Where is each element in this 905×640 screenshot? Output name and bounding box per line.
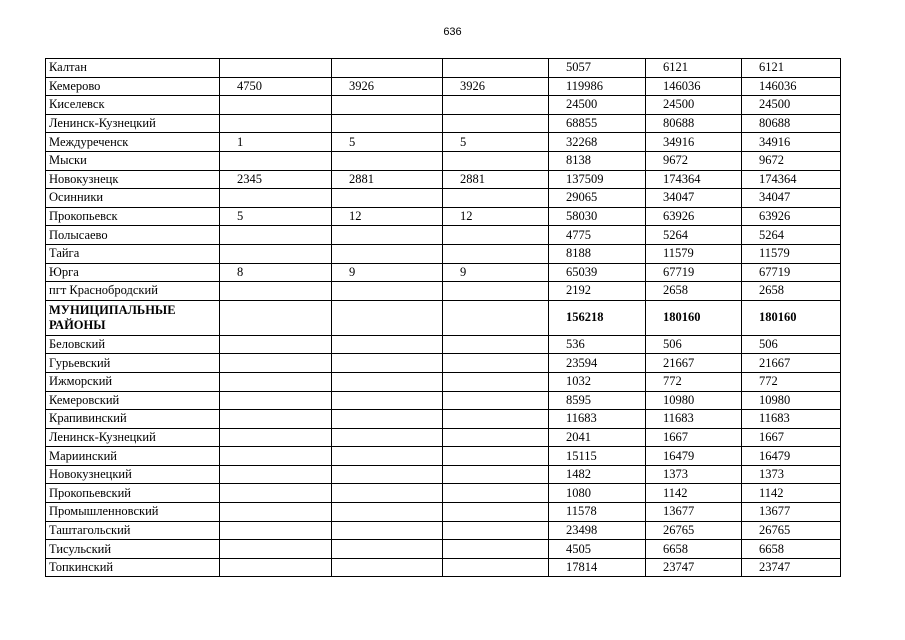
value-cell-c5: 506 bbox=[646, 335, 742, 354]
value-cell-c6: 5264 bbox=[742, 226, 841, 245]
row-name-cell: Тисульский bbox=[46, 540, 220, 559]
value-cell-c4: 8138 bbox=[549, 151, 646, 170]
value-cell-c4: 2041 bbox=[549, 428, 646, 447]
value-cell-c5: 80688 bbox=[646, 114, 742, 133]
value-cell-c2 bbox=[332, 354, 443, 373]
value-cell-c3 bbox=[443, 540, 549, 559]
value-cell-c4: 24500 bbox=[549, 96, 646, 115]
value-cell-c6: 16479 bbox=[742, 447, 841, 466]
value-cell-c4: 23498 bbox=[549, 521, 646, 540]
value-cell-c5: 23747 bbox=[646, 558, 742, 577]
table-row bbox=[46, 410, 841, 429]
value-cell-c2: 5 bbox=[332, 133, 443, 152]
value-cell-c4: 8188 bbox=[549, 244, 646, 263]
value-cell-c4: 32268 bbox=[549, 133, 646, 152]
value-cell-c2: 12 bbox=[332, 207, 443, 226]
value-cell-c4: 8595 bbox=[549, 391, 646, 410]
value-cell-c4: 15115 bbox=[549, 447, 646, 466]
value-cell-c4: 156218 bbox=[549, 300, 646, 335]
row-name-cell: пгт Краснобродский bbox=[46, 282, 220, 301]
row-name-cell: Полысаево bbox=[46, 226, 220, 245]
value-cell-c3: 2881 bbox=[443, 170, 549, 189]
row-name-cell: Ленинск-Кузнецкий bbox=[46, 428, 220, 447]
value-cell-c1 bbox=[220, 558, 332, 577]
value-cell-c5: 772 bbox=[646, 372, 742, 391]
value-cell-c6: 772 bbox=[742, 372, 841, 391]
value-cell-c5: 34916 bbox=[646, 133, 742, 152]
value-cell-c6: 506 bbox=[742, 335, 841, 354]
row-name-cell: Кемерово bbox=[46, 77, 220, 96]
table-row bbox=[46, 354, 841, 373]
row-name-cell: Крапивинский bbox=[46, 410, 220, 429]
value-cell-c1 bbox=[220, 354, 332, 373]
value-cell-c4: 58030 bbox=[549, 207, 646, 226]
row-name-cell: Новокузнецк bbox=[46, 170, 220, 189]
value-cell-c5: 24500 bbox=[646, 96, 742, 115]
table-row bbox=[46, 189, 841, 208]
value-cell-c1: 4750 bbox=[220, 77, 332, 96]
value-cell-c1 bbox=[220, 521, 332, 540]
table-row bbox=[46, 263, 841, 282]
value-cell-c5: 174364 bbox=[646, 170, 742, 189]
value-cell-c2: 3926 bbox=[332, 77, 443, 96]
value-cell-c5: 11579 bbox=[646, 244, 742, 263]
table-row bbox=[46, 170, 841, 189]
value-cell-c2 bbox=[332, 484, 443, 503]
value-cell-c4: 137509 bbox=[549, 170, 646, 189]
row-name-cell: Ижморский bbox=[46, 372, 220, 391]
row-name-cell: Осинники bbox=[46, 189, 220, 208]
value-cell-c6: 23747 bbox=[742, 558, 841, 577]
table-row bbox=[46, 521, 841, 540]
value-cell-c2 bbox=[332, 114, 443, 133]
table-row bbox=[46, 96, 841, 115]
value-cell-c6: 1667 bbox=[742, 428, 841, 447]
value-cell-c1 bbox=[220, 114, 332, 133]
table-row bbox=[46, 503, 841, 522]
value-cell-c1 bbox=[220, 447, 332, 466]
value-cell-c1 bbox=[220, 151, 332, 170]
value-cell-c2 bbox=[332, 428, 443, 447]
value-cell-c1 bbox=[220, 189, 332, 208]
table-row bbox=[46, 77, 841, 96]
value-cell-c2 bbox=[332, 282, 443, 301]
section-row bbox=[46, 300, 841, 335]
value-cell-c5: 6121 bbox=[646, 59, 742, 78]
value-cell-c3 bbox=[443, 484, 549, 503]
table-row bbox=[46, 540, 841, 559]
value-cell-c1 bbox=[220, 335, 332, 354]
value-cell-c6: 11683 bbox=[742, 410, 841, 429]
value-cell-c6: 174364 bbox=[742, 170, 841, 189]
value-cell-c5: 1667 bbox=[646, 428, 742, 447]
value-cell-c6: 63926 bbox=[742, 207, 841, 226]
value-cell-c5: 21667 bbox=[646, 354, 742, 373]
value-cell-c5: 34047 bbox=[646, 189, 742, 208]
table-row bbox=[46, 59, 841, 78]
row-name-cell: Беловский bbox=[46, 335, 220, 354]
row-name-cell: Прокопьевск bbox=[46, 207, 220, 226]
value-cell-c1: 1 bbox=[220, 133, 332, 152]
value-cell-c1: 5 bbox=[220, 207, 332, 226]
value-cell-c5: 63926 bbox=[646, 207, 742, 226]
value-cell-c1 bbox=[220, 282, 332, 301]
value-cell-c3 bbox=[443, 391, 549, 410]
value-cell-c4: 1482 bbox=[549, 465, 646, 484]
table-row bbox=[46, 244, 841, 263]
value-cell-c6: 26765 bbox=[742, 521, 841, 540]
value-cell-c5: 146036 bbox=[646, 77, 742, 96]
value-cell-c4: 5057 bbox=[549, 59, 646, 78]
value-cell-c6: 6121 bbox=[742, 59, 841, 78]
value-cell-c3 bbox=[443, 300, 549, 335]
value-cell-c6: 34047 bbox=[742, 189, 841, 208]
value-cell-c2 bbox=[332, 96, 443, 115]
value-cell-c2 bbox=[332, 372, 443, 391]
value-cell-c6: 67719 bbox=[742, 263, 841, 282]
table-row bbox=[46, 447, 841, 466]
value-cell-c2 bbox=[332, 503, 443, 522]
value-cell-c3 bbox=[443, 244, 549, 263]
value-cell-c1 bbox=[220, 372, 332, 391]
row-name-cell: Ленинск-Кузнецкий bbox=[46, 114, 220, 133]
value-cell-c4: 119986 bbox=[549, 77, 646, 96]
value-cell-c2 bbox=[332, 335, 443, 354]
value-cell-c6: 24500 bbox=[742, 96, 841, 115]
value-cell-c6: 180160 bbox=[742, 300, 841, 335]
value-cell-c5: 180160 bbox=[646, 300, 742, 335]
value-cell-c3 bbox=[443, 226, 549, 245]
value-cell-c2: 2881 bbox=[332, 170, 443, 189]
value-cell-c3: 5 bbox=[443, 133, 549, 152]
row-name-cell: Мариинский bbox=[46, 447, 220, 466]
value-cell-c1 bbox=[220, 300, 332, 335]
value-cell-c4: 68855 bbox=[549, 114, 646, 133]
value-cell-c4: 17814 bbox=[549, 558, 646, 577]
value-cell-c6: 1373 bbox=[742, 465, 841, 484]
value-cell-c2 bbox=[332, 59, 443, 78]
value-cell-c1 bbox=[220, 410, 332, 429]
row-name-cell: Таштагольский bbox=[46, 521, 220, 540]
row-name-cell: Кемеровский bbox=[46, 391, 220, 410]
value-cell-c3 bbox=[443, 114, 549, 133]
value-cell-c3 bbox=[443, 151, 549, 170]
value-cell-c5: 6658 bbox=[646, 540, 742, 559]
value-cell-c1 bbox=[220, 96, 332, 115]
table-row bbox=[46, 133, 841, 152]
value-cell-c6: 34916 bbox=[742, 133, 841, 152]
row-name-cell: МУНИЦИПАЛЬНЫЕ РАЙОНЫ bbox=[46, 300, 220, 335]
value-cell-c2 bbox=[332, 410, 443, 429]
value-cell-c2 bbox=[332, 189, 443, 208]
value-cell-c2 bbox=[332, 391, 443, 410]
table-row bbox=[46, 484, 841, 503]
table-row bbox=[46, 391, 841, 410]
table-row bbox=[46, 558, 841, 577]
value-cell-c3 bbox=[443, 465, 549, 484]
value-cell-c1 bbox=[220, 244, 332, 263]
value-cell-c2 bbox=[332, 540, 443, 559]
value-cell-c3 bbox=[443, 447, 549, 466]
value-cell-c3 bbox=[443, 59, 549, 78]
value-cell-c2 bbox=[332, 447, 443, 466]
value-cell-c6: 11579 bbox=[742, 244, 841, 263]
table-row bbox=[46, 428, 841, 447]
value-cell-c3 bbox=[443, 335, 549, 354]
value-cell-c2 bbox=[332, 244, 443, 263]
value-cell-c5: 1142 bbox=[646, 484, 742, 503]
value-cell-c2 bbox=[332, 300, 443, 335]
value-cell-c5: 13677 bbox=[646, 503, 742, 522]
value-cell-c4: 4775 bbox=[549, 226, 646, 245]
value-cell-c5: 26765 bbox=[646, 521, 742, 540]
table-row bbox=[46, 282, 841, 301]
value-cell-c1 bbox=[220, 428, 332, 447]
value-cell-c2 bbox=[332, 558, 443, 577]
value-cell-c5: 16479 bbox=[646, 447, 742, 466]
value-cell-c2 bbox=[332, 521, 443, 540]
value-cell-c4: 1080 bbox=[549, 484, 646, 503]
table-row bbox=[46, 151, 841, 170]
value-cell-c3 bbox=[443, 189, 549, 208]
row-name-cell: Гурьевский bbox=[46, 354, 220, 373]
value-cell-c6: 9672 bbox=[742, 151, 841, 170]
value-cell-c4: 11578 bbox=[549, 503, 646, 522]
table-row bbox=[46, 226, 841, 245]
value-cell-c6: 13677 bbox=[742, 503, 841, 522]
value-cell-c3: 12 bbox=[443, 207, 549, 226]
value-cell-c1 bbox=[220, 391, 332, 410]
value-cell-c6: 6658 bbox=[742, 540, 841, 559]
value-cell-c1 bbox=[220, 484, 332, 503]
value-cell-c1 bbox=[220, 59, 332, 78]
page-number: 636 bbox=[443, 26, 462, 38]
value-cell-c3 bbox=[443, 282, 549, 301]
value-cell-c1: 2345 bbox=[220, 170, 332, 189]
value-cell-c4: 2192 bbox=[549, 282, 646, 301]
row-name-cell: Тайга bbox=[46, 244, 220, 263]
row-name-cell: Междуреченск bbox=[46, 133, 220, 152]
row-name-cell: Новокузнецкий bbox=[46, 465, 220, 484]
value-cell-c1 bbox=[220, 226, 332, 245]
value-cell-c3 bbox=[443, 96, 549, 115]
value-cell-c5: 67719 bbox=[646, 263, 742, 282]
value-cell-c5: 5264 bbox=[646, 226, 742, 245]
value-cell-c1: 8 bbox=[220, 263, 332, 282]
value-cell-c3: 3926 bbox=[443, 77, 549, 96]
value-cell-c3 bbox=[443, 428, 549, 447]
value-cell-c4: 29065 bbox=[549, 189, 646, 208]
value-cell-c5: 11683 bbox=[646, 410, 742, 429]
value-cell-c3 bbox=[443, 354, 549, 373]
data-table bbox=[45, 58, 841, 577]
value-cell-c4: 536 bbox=[549, 335, 646, 354]
value-cell-c2 bbox=[332, 226, 443, 245]
value-cell-c4: 11683 bbox=[549, 410, 646, 429]
value-cell-c4: 65039 bbox=[549, 263, 646, 282]
row-name-cell: Топкинский bbox=[46, 558, 220, 577]
value-cell-c4: 23594 bbox=[549, 354, 646, 373]
table-row bbox=[46, 335, 841, 354]
table-body bbox=[46, 59, 841, 577]
table-row bbox=[46, 372, 841, 391]
value-cell-c1 bbox=[220, 503, 332, 522]
value-cell-c6: 146036 bbox=[742, 77, 841, 96]
value-cell-c5: 1373 bbox=[646, 465, 742, 484]
value-cell-c2 bbox=[332, 465, 443, 484]
value-cell-c3 bbox=[443, 372, 549, 391]
row-name-cell: Прокопьевский bbox=[46, 484, 220, 503]
value-cell-c6: 10980 bbox=[742, 391, 841, 410]
value-cell-c4: 1032 bbox=[549, 372, 646, 391]
value-cell-c2: 9 bbox=[332, 263, 443, 282]
value-cell-c3 bbox=[443, 503, 549, 522]
table-row bbox=[46, 114, 841, 133]
row-name-cell: Юрга bbox=[46, 263, 220, 282]
table-row bbox=[46, 465, 841, 484]
value-cell-c5: 10980 bbox=[646, 391, 742, 410]
value-cell-c3 bbox=[443, 410, 549, 429]
row-name-cell: Мыски bbox=[46, 151, 220, 170]
row-name-cell: Киселевск bbox=[46, 96, 220, 115]
value-cell-c1 bbox=[220, 465, 332, 484]
value-cell-c2 bbox=[332, 151, 443, 170]
row-name-cell: Промышленновский bbox=[46, 503, 220, 522]
table-row bbox=[46, 207, 841, 226]
value-cell-c6: 21667 bbox=[742, 354, 841, 373]
value-cell-c6: 80688 bbox=[742, 114, 841, 133]
value-cell-c3 bbox=[443, 521, 549, 540]
row-name-cell: Калтан bbox=[46, 59, 220, 78]
value-cell-c6: 2658 bbox=[742, 282, 841, 301]
value-cell-c3 bbox=[443, 558, 549, 577]
value-cell-c5: 9672 bbox=[646, 151, 742, 170]
value-cell-c5: 2658 bbox=[646, 282, 742, 301]
value-cell-c1 bbox=[220, 540, 332, 559]
value-cell-c4: 4505 bbox=[549, 540, 646, 559]
value-cell-c6: 1142 bbox=[742, 484, 841, 503]
value-cell-c3: 9 bbox=[443, 263, 549, 282]
